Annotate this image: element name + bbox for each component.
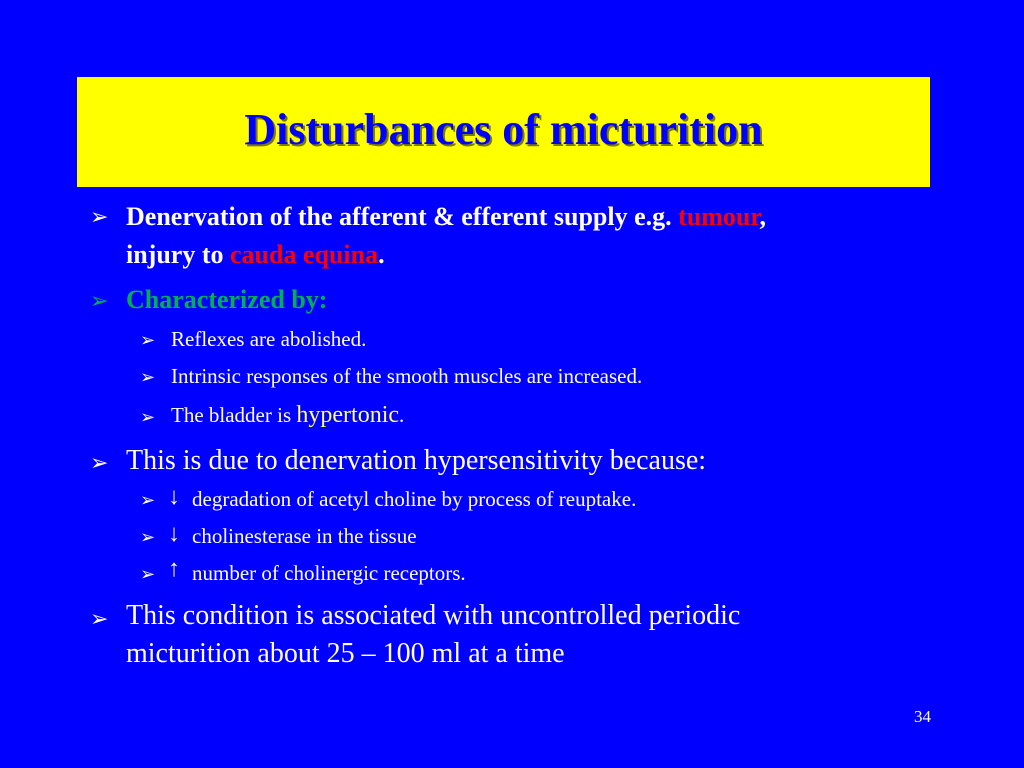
sub-bullet-arrow-icon: ➢ xyxy=(140,490,156,510)
sub-bullet-arrow-icon: ➢ xyxy=(140,527,156,547)
bullet1-text-c: injury to xyxy=(126,240,230,269)
sub-bullet-arrow-icon: ➢ xyxy=(140,367,156,387)
down-arrow-icon: ↓ xyxy=(168,484,180,510)
bullet1-text-a: Denervation of the afferent & efferent supply e.g. xyxy=(126,202,679,231)
sub-bullet-text: Reflexes are abolished. xyxy=(171,327,367,351)
title-banner xyxy=(77,77,930,187)
bullet2-text: Characterized by: xyxy=(126,285,328,314)
bullet-arrow-icon: ➢ xyxy=(90,450,109,475)
bullet-arrow-icon: ➢ xyxy=(90,204,109,229)
sub-bullet-text-b: . xyxy=(399,403,405,427)
sub-bullet-text: Intrinsic responses of the smooth muscles are increased. xyxy=(171,364,643,388)
bullet1-highlight-cauda-equina: cauda equina xyxy=(230,240,379,269)
bullet1-text-d: . xyxy=(378,240,385,269)
sub-bullet-arrow-icon: ➢ xyxy=(140,330,156,350)
bullet3-text: This is due to denervation hypersensitivity because: xyxy=(126,445,707,476)
down-arrow-icon: ↓ xyxy=(168,521,180,547)
bullet-arrow-icon: ➢ xyxy=(90,288,109,313)
bullet-arrow-icon: ➢ xyxy=(90,606,109,631)
bullet1-highlight-tumour: tumour xyxy=(678,202,760,231)
page-number: 34 xyxy=(914,707,931,726)
bullet-text-line1 xyxy=(126,202,766,232)
up-arrow-icon: ↑ xyxy=(168,556,180,582)
sub-bullet-text-a: The bladder is xyxy=(171,403,297,427)
bullet-text-line2 xyxy=(126,240,385,270)
sub-bullet-text: number of cholinergic receptors. xyxy=(192,561,466,585)
sub-bullet-text: cholinesterase in the tissue xyxy=(192,524,417,548)
sub-bullet-arrow-icon: ➢ xyxy=(140,564,156,584)
bullet1-text-b: , xyxy=(759,202,767,231)
sub-bullet-text: degradation of acetyl choline by process of reuptake. xyxy=(192,487,637,511)
slide-title: Disturbances of micturition xyxy=(244,104,763,154)
bullet4-line2: micturition about 25 – 100 ml at a time xyxy=(126,638,565,669)
highlight-hypertonic: hypertonic xyxy=(296,402,400,428)
bullet4-line1: This condition is associated with uncontrolled periodic xyxy=(126,600,741,631)
sub-bullet-text xyxy=(171,402,404,429)
sub-bullet-arrow-icon: ➢ xyxy=(140,407,156,427)
